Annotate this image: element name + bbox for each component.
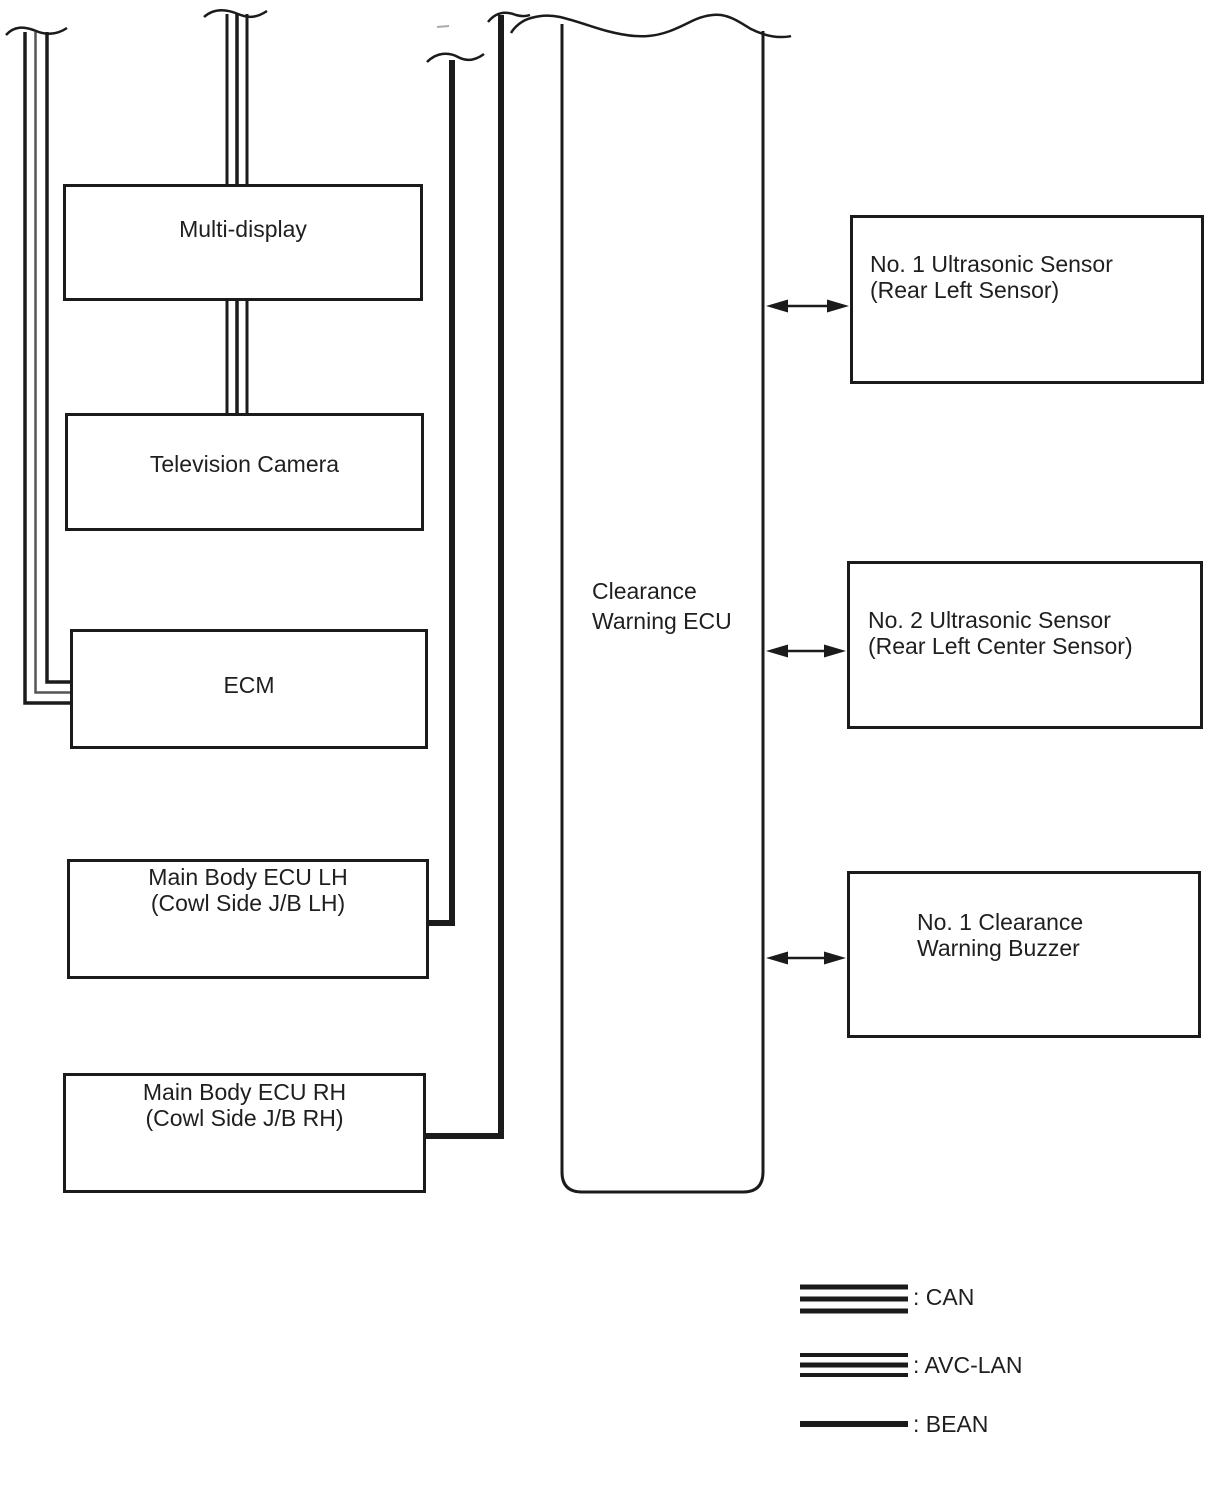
ecm-box (70, 629, 428, 749)
legend-can-label: : CAN (913, 1284, 975, 1310)
ultrasonic-sensor-1-label-line2: (Rear Left Sensor) (870, 277, 1060, 303)
ultrasonic-sensor-2-box (847, 561, 1203, 729)
bean-line-rh (426, 15, 501, 1136)
ecm-label: ECM (223, 672, 275, 698)
main-body-ecu-rh-label-line1: Main Body ECU RH (142, 1079, 347, 1105)
main-body-ecu-rh-label-line2: (Cowl Side J/B RH) (145, 1105, 344, 1131)
bean-break-symbol-lh (427, 54, 484, 62)
ultrasonic-sensor-2-label-line2: (Rear Left Center Sensor) (868, 633, 1133, 659)
arrow-sensor-2 (766, 645, 846, 658)
stray-mark (437, 26, 449, 27)
legend-avc-lan-label: : AVC-LAN (913, 1352, 1023, 1378)
television-camera-box (65, 413, 424, 531)
television-camera-label: Television Camera (149, 451, 340, 477)
legend-can-lines (800, 1287, 908, 1311)
main-body-ecu-lh-box (67, 859, 429, 979)
main-body-ecu-rh-box (63, 1073, 426, 1193)
can-bus-line (25, 32, 72, 703)
bean-line-lh (429, 60, 452, 923)
legend-avc-lan-lines (800, 1355, 908, 1375)
multi-display-box (63, 184, 423, 301)
main-body-ecu-lh-label-line1: Main Body ECU LH (148, 864, 348, 890)
clearance-warning-ecu-label (592, 576, 732, 636)
clearance-warning-buzzer-label-line2: Warning Buzzer (917, 935, 1080, 961)
clearance-warning-ecu-label-line1: Clearance (592, 578, 697, 604)
clearance-warning-buzzer-label-line1: No. 1 Clearance (917, 909, 1084, 935)
clearance-warning-ecu-label-line2: Warning ECU (592, 608, 732, 634)
main-body-ecu-lh-label-line2: (Cowl Side J/B LH) (150, 890, 346, 916)
multi-display-label: Multi-display (179, 216, 307, 242)
ultrasonic-sensor-1-box (850, 215, 1204, 384)
clearance-warning-buzzer-box (847, 871, 1201, 1038)
legend-bean-label: : BEAN (913, 1411, 989, 1437)
ultrasonic-sensor-2-label-line1: No. 2 Ultrasonic Sensor (868, 607, 1111, 633)
arrow-sensor-1 (766, 300, 849, 313)
ultrasonic-sensor-1-label-line1: No. 1 Ultrasonic Sensor (870, 251, 1113, 277)
arrow-buzzer (766, 952, 846, 965)
